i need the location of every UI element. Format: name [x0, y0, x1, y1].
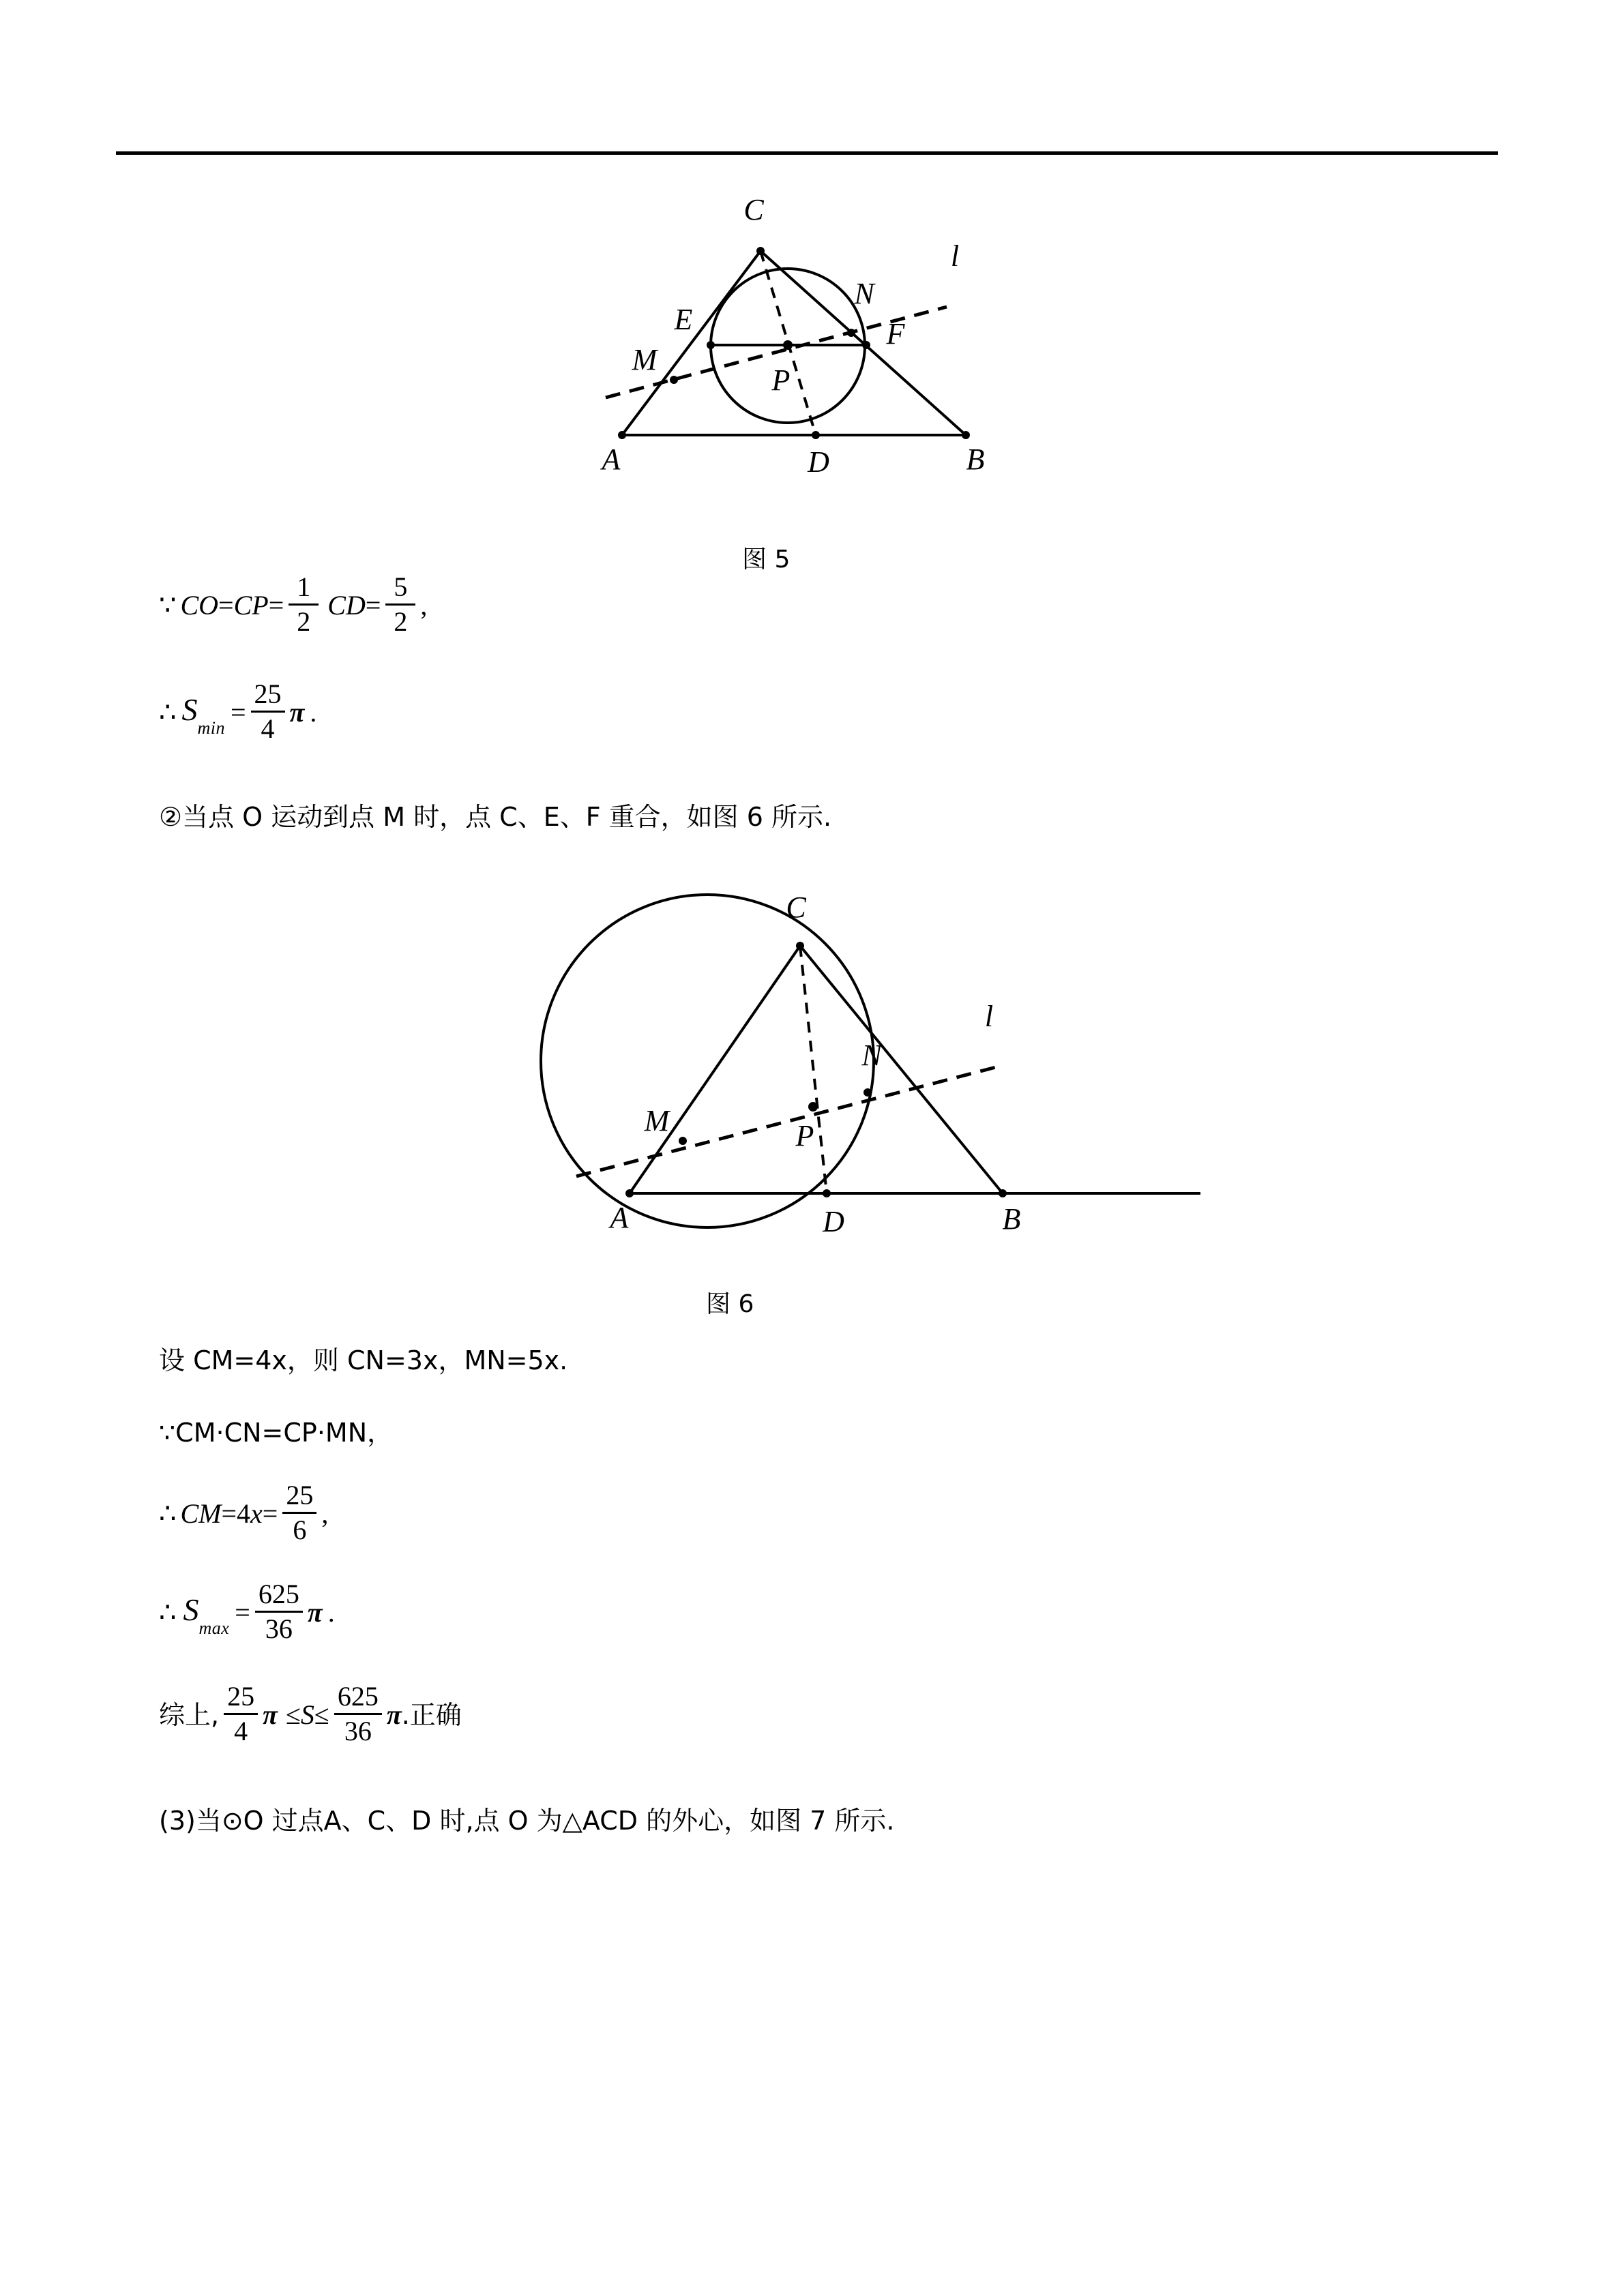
fraction-bar: [224, 1713, 258, 1715]
fraction-bar: [251, 711, 285, 713]
fig5-label-D: D: [808, 445, 829, 479]
figure-6: [518, 880, 1064, 1262]
figure-5: [532, 191, 1037, 477]
denominator: 36: [265, 1613, 293, 1644]
equation-co-cp: [159, 571, 428, 637]
paragraph-product-relation: [159, 1414, 393, 1452]
pi-symbol-1: π: [289, 697, 305, 728]
equals-4: =: [230, 697, 246, 728]
fig5-label-N: N: [854, 277, 874, 310]
le-1: ≤: [285, 1699, 301, 1730]
fraction-625-36-b: [334, 1682, 382, 1745]
fraction-bar: [334, 1713, 382, 1715]
term-cd: CD: [327, 590, 366, 621]
fraction-625-36: [255, 1580, 303, 1643]
paragraph-set-cm-text: 设 CM=4x，则 CN=3x，MN=5x.: [159, 1345, 568, 1375]
paragraph-step-2-text: ②当点 O 运动到点 M 时，点 C、E、F 重合，如图 6 所示.: [159, 802, 832, 832]
pi-symbol-4: π: [386, 1699, 402, 1730]
equals-6: =: [262, 1498, 278, 1529]
therefore-symbol-2: ∴: [159, 1498, 177, 1529]
term-cm: CM: [180, 1498, 222, 1529]
fig5-label-B: B: [966, 443, 985, 476]
conclusion-suffix: .正确: [401, 1700, 462, 1730]
fraction-25-4-b: [224, 1682, 258, 1745]
therefore-symbol-1: ∴: [159, 697, 177, 728]
fig5-label-P: P: [771, 363, 791, 397]
paragraph-step-3-text: (3)当⊙O 过点A、C、D 时,点 O 为△ACD 的外心，如图 7 所示.: [159, 1806, 895, 1836]
fraction-bar: [385, 603, 415, 606]
fig5-label-E: E: [674, 303, 693, 336]
numerator: 625: [258, 1578, 299, 1609]
fig5-label-C: C: [743, 193, 764, 226]
comma-1: ,: [420, 590, 428, 621]
paragraph-step-3: [159, 1800, 895, 1841]
variable-x: x: [250, 1498, 263, 1529]
paragraph-set-cm: [159, 1341, 567, 1380]
fraction-one-half: [289, 573, 319, 636]
equation-smin: [159, 678, 317, 744]
period-2: .: [327, 1597, 335, 1628]
equals-2: =: [268, 590, 284, 621]
symbol-s-min: $S_{min}$: [181, 692, 225, 738]
period-1: .: [310, 697, 317, 728]
equation-smax: [159, 1578, 335, 1644]
fraction-25-6: [282, 1481, 316, 1544]
denominator: 6: [293, 1514, 307, 1545]
fraction-bar: [282, 1512, 316, 1514]
denominator: 2: [394, 606, 408, 637]
variable-s: S: [300, 1699, 314, 1730]
fig5-label-M: M: [632, 343, 658, 376]
numerator: 25: [254, 678, 282, 709]
therefore-symbol-3: ∴: [159, 1597, 177, 1628]
fig6-label-N: N: [861, 1039, 882, 1072]
numerator: 25: [227, 1680, 255, 1712]
numerator: 625: [337, 1680, 379, 1712]
le-2: ≤: [314, 1699, 329, 1730]
equals-1: =: [218, 590, 234, 621]
because-symbol: ∵: [159, 590, 177, 621]
subscript-max: max: [198, 1617, 230, 1638]
fig5-label-F: F: [886, 317, 905, 351]
term-cp: CP: [233, 590, 269, 621]
fraction-five-halves: [385, 573, 415, 636]
fig5-label-A: A: [602, 443, 621, 476]
numerator: 25: [286, 1479, 314, 1510]
comma-2: ,: [321, 1498, 329, 1529]
fig6-label-P: P: [795, 1119, 814, 1152]
fraction-bar: [289, 603, 319, 606]
denominator: 4: [234, 1715, 248, 1746]
term-co: CO: [180, 590, 219, 621]
subscript-min: min: [197, 717, 225, 738]
denominator: 36: [344, 1715, 372, 1746]
denominator: 2: [297, 606, 311, 637]
equation-conclusion: [159, 1680, 462, 1746]
fraction-25-4: [251, 680, 285, 743]
denominator: 4: [261, 713, 275, 744]
fig6-label-l: l: [984, 1000, 994, 1033]
pi-symbol-3: π: [263, 1699, 278, 1730]
header-rule: [116, 151, 1498, 155]
paragraph-product-relation-text: ∵CM·CN=CP·MN，: [159, 1418, 394, 1448]
fig6-label-B: B: [1002, 1202, 1021, 1236]
fig6-label-D: D: [823, 1205, 844, 1238]
symbol-s-max: $S_{max}$: [183, 1592, 230, 1638]
fig6-label-C: C: [786, 891, 806, 924]
fig6-label-M: M: [644, 1104, 670, 1137]
equation-cm-value: [159, 1479, 329, 1545]
fig6-label-A: A: [610, 1201, 629, 1234]
equals-7: =: [235, 1597, 250, 1628]
fig5-label-l: l: [950, 239, 960, 273]
figure-6-caption: 图 6: [706, 1290, 754, 1318]
paragraph-step-2: [159, 796, 831, 837]
figure-5-caption: 图 5: [742, 546, 791, 573]
fraction-bar: [255, 1611, 303, 1613]
equals-5: =4: [221, 1498, 251, 1529]
conclusion-prefix: 综上,: [159, 1700, 220, 1730]
numerator: 1: [297, 571, 311, 602]
equals-3: =: [365, 590, 381, 621]
numerator: 5: [394, 571, 408, 602]
pi-symbol-2: π: [307, 1597, 323, 1628]
